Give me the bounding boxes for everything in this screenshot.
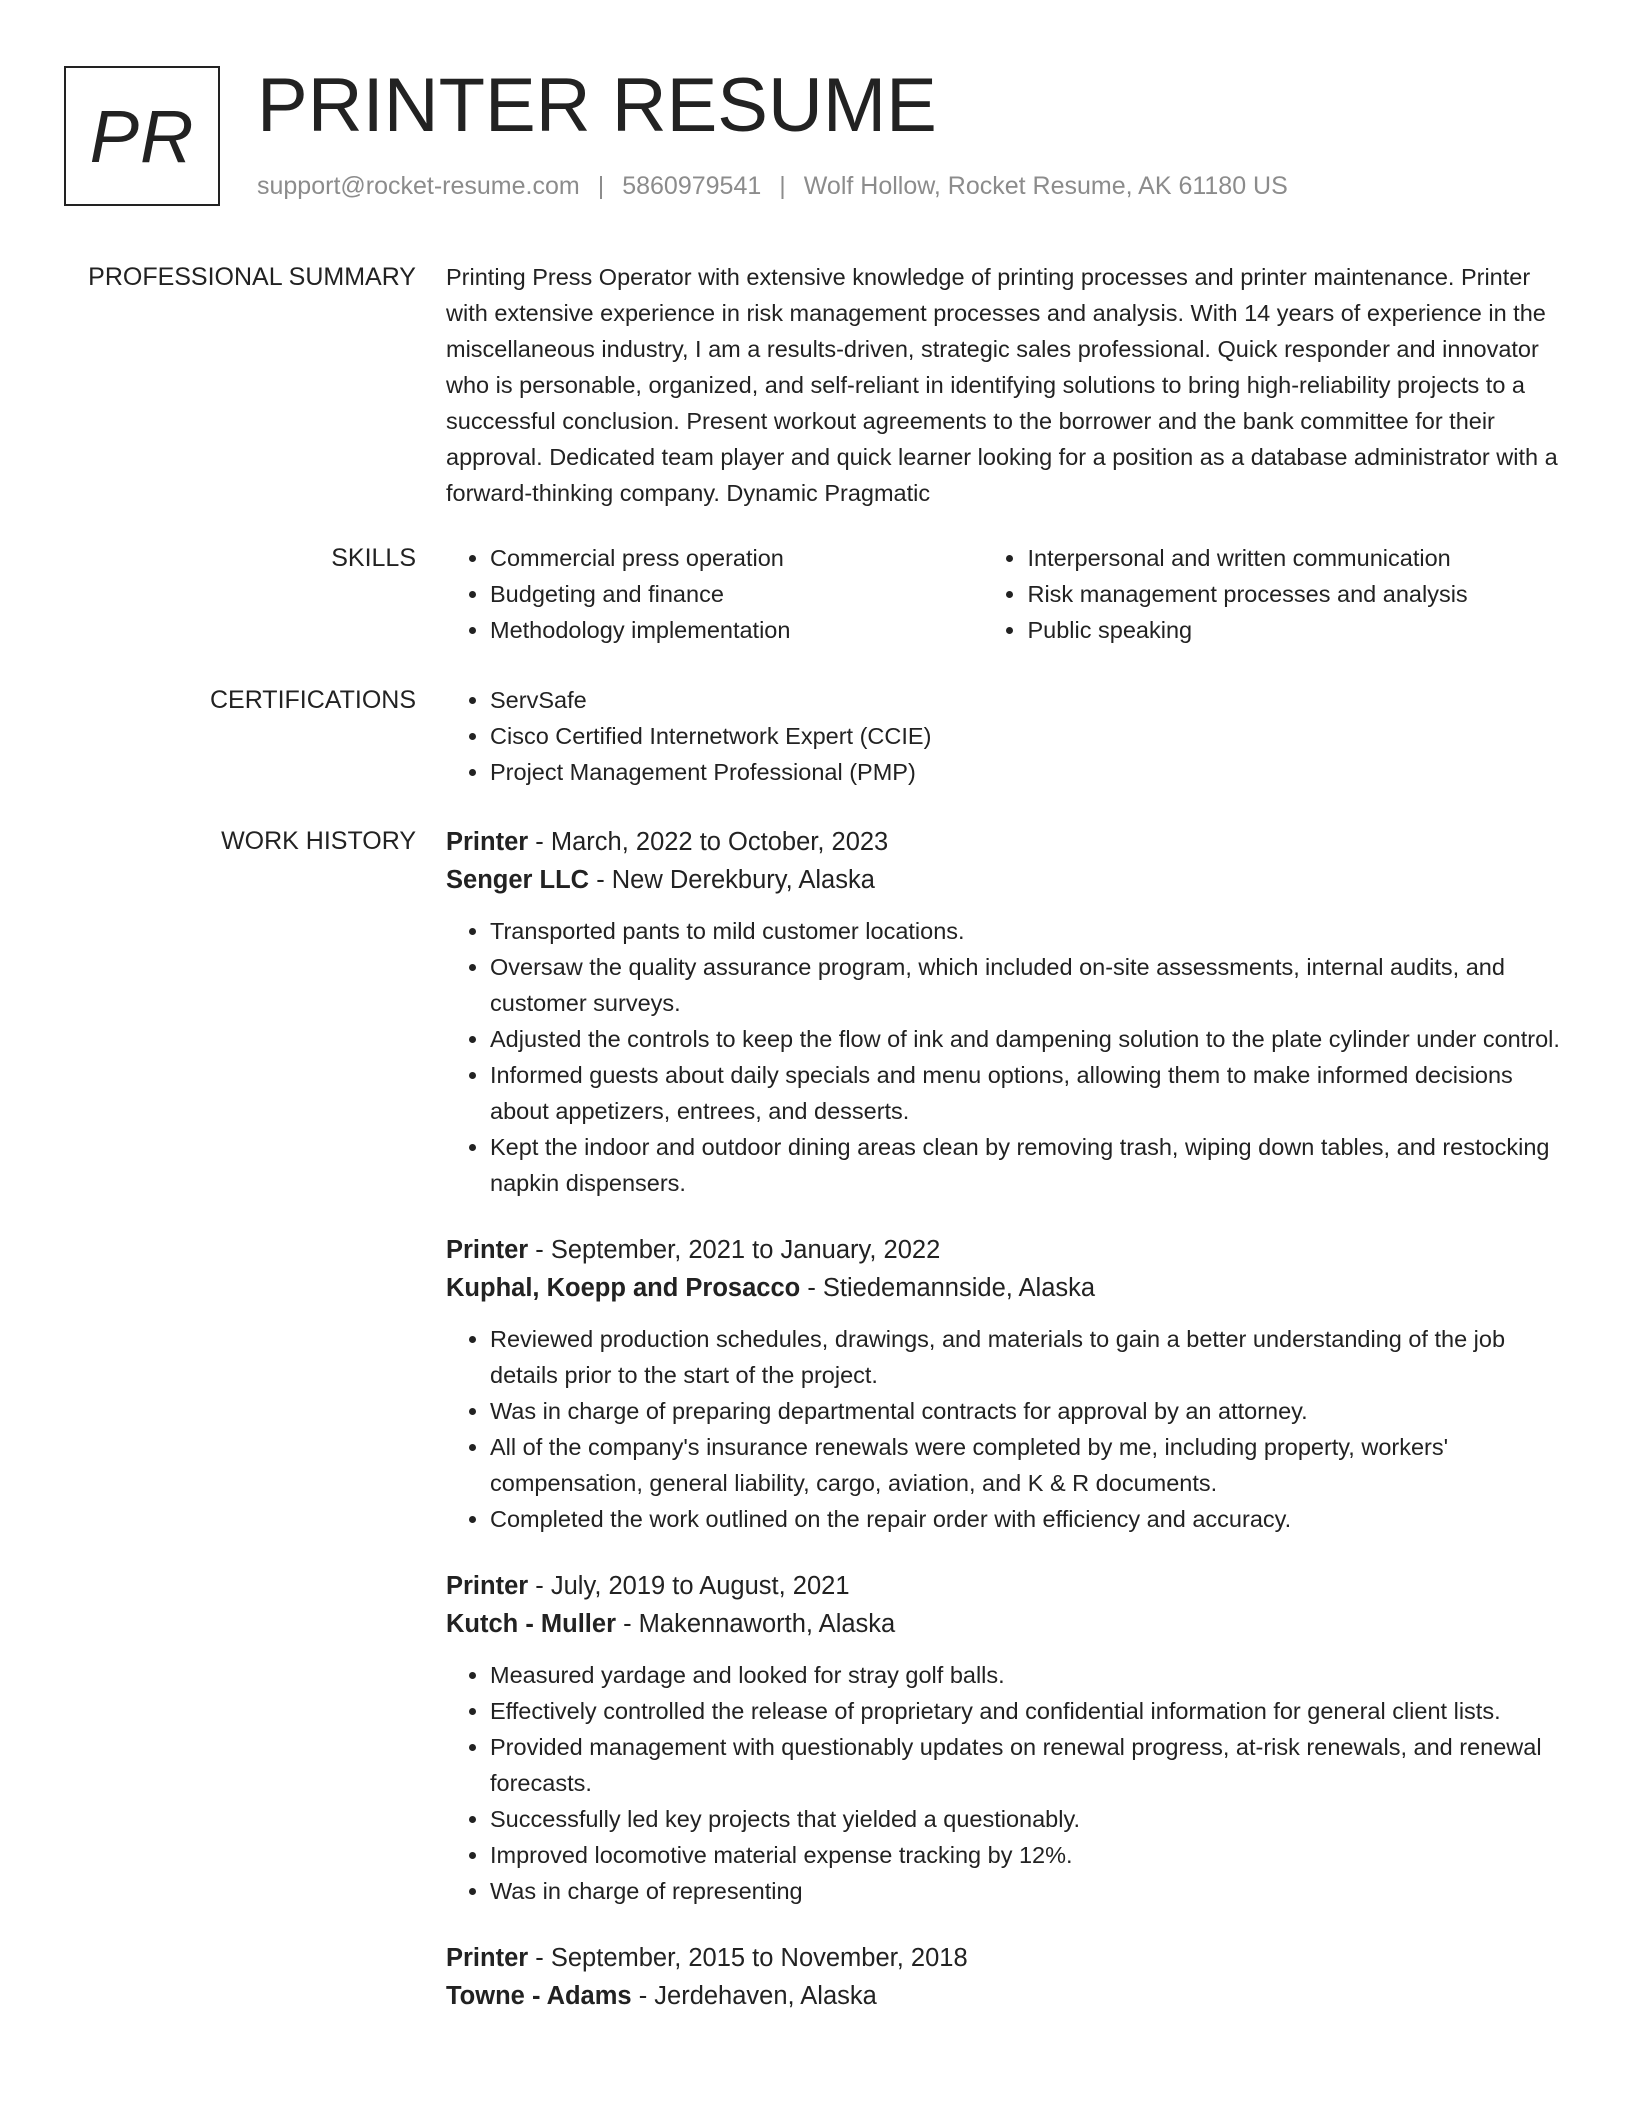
skill-item: • Methodology implementation: [490, 612, 983, 648]
job-company: Kuphal, Koepp and Prosacco: [446, 1274, 801, 1302]
contact-line: [257, 172, 1288, 201]
job-dates: - September, 2015 to November, 2018: [528, 1944, 968, 1972]
job-bullet: • Transported pants to mild customer locations.: [490, 913, 1566, 949]
job-entry: [446, 1231, 1566, 1537]
resume-title: PRINTER RESUME: [257, 63, 937, 148]
skills-body: [446, 540, 1566, 648]
section-title-work-history: WORK HISTORY: [221, 827, 416, 855]
job-bullet: • Provided management with questionably updates on renewal progress, at-risk renewals, and renewal forecasts.: [490, 1729, 1566, 1801]
job-bullet: • Adjusted the controls to keep the flow of ink and dampening solution to the plate cylinder under control.: [490, 1021, 1566, 1057]
job-bullet: • Was in charge of representing: [490, 1873, 1566, 1909]
contact-separator: |: [779, 172, 786, 200]
job-dates: - July, 2019 to August, 2021: [528, 1572, 850, 1600]
certifications-list: [446, 682, 1566, 790]
job-bullet: • Completed the work outlined on the repair order with efficiency and accuracy.: [490, 1501, 1566, 1537]
summary-text: Printing Press Operator with extensive knowledge of printing processes and printer maintenance. Printer with extensive experience in risk management processes and analysis. With 14 years of experience in the miscellaneous industry, I am a results-driven, strategic sales professional. Quick responder and innovator who is personable, organized, and self-reliant in identifying solutions to bring high-reliability projects to a successful conclusion. Present workout agreements to the borrower and the bank committee for their approval. Dedicated team player and quick learner looking for a position as a database administrator with a forward-thinking company. Dynamic Pragmatic: [446, 264, 1558, 506]
job-dates: - September, 2021 to January, 2022: [528, 1236, 941, 1264]
certification-item: • ServSafe: [490, 682, 1566, 718]
skill-item: • Risk management processes and analysis: [1027, 576, 1566, 612]
job-role-line: [446, 1567, 1566, 1605]
work-history-body: [446, 823, 1566, 2045]
skills-list-left: [446, 540, 983, 648]
contact-email: support@rocket-resume.com: [257, 172, 580, 200]
job-bullet: • Measured yardage and looked for stray golf balls.: [490, 1657, 1566, 1693]
section-title-certifications: CERTIFICATIONS: [209, 686, 416, 714]
job-company-line: [446, 1269, 1566, 1307]
skills-list-right: [983, 540, 1566, 648]
job-company-line: [446, 1605, 1566, 1643]
job-bullet: • Successfully led key projects that yielded a questionably.: [490, 1801, 1566, 1837]
job-bullets: [446, 1321, 1566, 1537]
certifications-body: [446, 682, 1566, 790]
section-title-summary: PROFESSIONAL SUMMARY: [88, 263, 416, 291]
skill-item: • Budgeting and finance: [490, 576, 983, 612]
job-role: Printer: [446, 828, 529, 856]
skill-item: • Commercial press operation: [490, 540, 983, 576]
job-bullet: • Was in charge of preparing departmental contracts for approval by an attorney.: [490, 1393, 1566, 1429]
certification-item: • Cisco Certified Internetwork Expert (CCIE): [490, 718, 1566, 754]
job-location: - Jerdehaven, Alaska: [631, 1982, 877, 2010]
job-bullets: [446, 1657, 1566, 1909]
job-role-line: [446, 1939, 1566, 1977]
job-role: Printer: [446, 1236, 529, 1264]
skill-item: • Public speaking: [1027, 612, 1566, 648]
resume-header: [64, 63, 1564, 226]
job-role-line: [446, 1231, 1566, 1269]
job-bullet: • Informed guests about daily specials and menu options, allowing them to make informed decisions about appetizers, entrees, and desserts.: [490, 1057, 1566, 1129]
job-bullet: • Reviewed production schedules, drawings, and materials to gain a better understanding of the job details prior to the start of the project.: [490, 1321, 1566, 1393]
job-bullet: • All of the company's insurance renewals were completed by me, including property, workers' compensation, general liability, cargo, aviation, and K & R documents.: [490, 1429, 1566, 1501]
job-entry: [446, 823, 1566, 1201]
job-location: - New Derekbury, Alaska: [589, 866, 875, 894]
job-location: - Makennaworth, Alaska: [616, 1610, 896, 1638]
contact-address: Wolf Hollow, Rocket Resume, AK 61180 US: [803, 172, 1288, 200]
job-role: Printer: [446, 1944, 529, 1972]
job-bullet: • Kept the indoor and outdoor dining areas clean by removing trash, wiping down tables, and restocking napkin dispensers.: [490, 1129, 1566, 1201]
job-company-line: [446, 861, 1566, 899]
job-company-line: [446, 1977, 1566, 2015]
job-entry: [446, 1939, 1566, 2015]
job-role: Printer: [446, 1572, 529, 1600]
job-bullet: • Improved locomotive material expense tracking by 12%.: [490, 1837, 1566, 1873]
certification-item: • Project Management Professional (PMP): [490, 754, 1566, 790]
section-title-skills: SKILLS: [331, 544, 416, 572]
monogram-logo: PR: [64, 66, 220, 206]
skill-item: • Interpersonal and written communication: [1027, 540, 1566, 576]
summary-body: [446, 259, 1566, 511]
job-company: Senger LLC: [446, 866, 590, 894]
job-entry: [446, 1567, 1566, 1909]
job-dates: - March, 2022 to October, 2023: [528, 828, 889, 856]
job-bullet: • Oversaw the quality assurance program, which included on-site assessments, internal audits, and customer surveys.: [490, 949, 1566, 1021]
job-bullets: [446, 913, 1566, 1201]
job-bullet: • Effectively controlled the release of proprietary and confidential information for general client lists.: [490, 1693, 1566, 1729]
job-company: Towne - Adams: [446, 1982, 632, 2010]
contact-phone: 5860979541: [622, 172, 762, 200]
job-location: - Stiedemannside, Alaska: [800, 1274, 1096, 1302]
job-role-line: [446, 823, 1566, 861]
job-company: Kutch - Muller: [446, 1610, 616, 1638]
contact-separator: |: [597, 172, 605, 200]
